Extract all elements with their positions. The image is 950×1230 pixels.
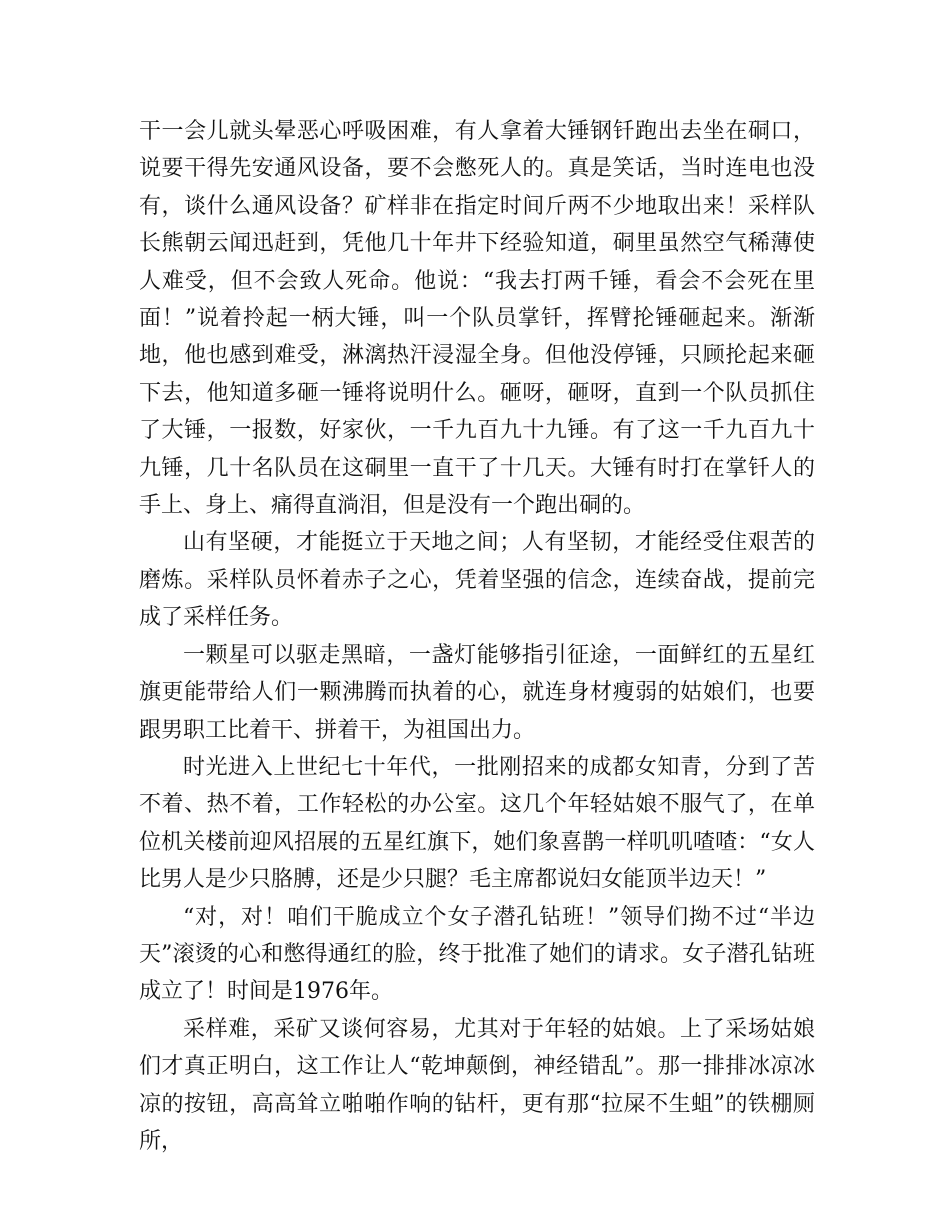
paragraph: 山有坚硬，才能挺立于天地之间；人有坚韧，才能经受住艰苦的磨炼。采样队员怀着赤子之心，凭着坚强的信念，连续奋战，提前完成了采样任务。 (139, 530, 815, 631)
paragraph: “对，对！咱们干脆成立个女子潜孔钻班！”领导们拗不过“半边天”滚烫的心和憋得通红的脸，终于批准了她们的请求。女子潜孔钻班成立了！时间是1976年。 (139, 904, 815, 1005)
paragraph: 采样难，采矿又谈何容易，尤其对于年轻的姑娘。上了采场姑娘们才真正明白，这工作让人“乾坤颠倒，神经错乱”。那一排排冰凉冰凉的按钮，高高耸立啪啪作响的钻杆，更有那“拉屎不生蛆”的铁棚厕所， (139, 1016, 815, 1154)
paragraph: 干一会儿就头晕恶心呼吸困难，有人拿着大锤钢钎跑出去坐在硐口，说要干得先安通风设备，要不会憋死人的。真是笑话，当时连电也没有，谈什么通风设备？矿样非在指定时间斤两不少地取出来！采样队长熊朝云闻迅赶到，凭他几十年井下经验知道，硐里虽然空气稀薄使人难受，但不会致人死命。他说：“我去打两千锤，看会不会死在里面！”说着拎起一柄大锤，叫一个队员掌钎，挥臂抡锤砸起来。渐渐地，他也感到难受，淋漓热汗浸湿全身。但他没停锤，只顾抡起来砸下去，他知道多砸一锤将说明什么。砸呀，砸呀，直到一个队员抓住了大锤，一报数，好家伙，一千九百九十九锤。有了这一千九百九十九锤，几十名队员在这硐里一直干了十几天。大锤有时打在掌钎人的手上、身上、痛得直淌泪，但是没有一个跑出硐的。 (139, 119, 815, 519)
paragraph: 时光进入上世纪七十年代，一批刚招来的成都女知青，分到了苦不着、热不着，工作轻松的办公室。这几个年轻姑娘不服气了，在单位机关楼前迎风招展的五星红旗下，她们象喜鹊一样叽叽喳喳：“女人比男人是少只胳膊，还是少只腿？毛主席都说妇女能顶半边天！” (139, 754, 815, 893)
paragraph: 一颗星可以驱走黑暗，一盏灯能够指引征途，一面鲜红的五星红旗更能带给人们一颗沸腾而执着的心，就连身材瘦弱的姑娘们，也要跟男职工比着干、拼着干，为祖国出力。 (139, 642, 815, 743)
article-body (139, 113, 815, 1160)
